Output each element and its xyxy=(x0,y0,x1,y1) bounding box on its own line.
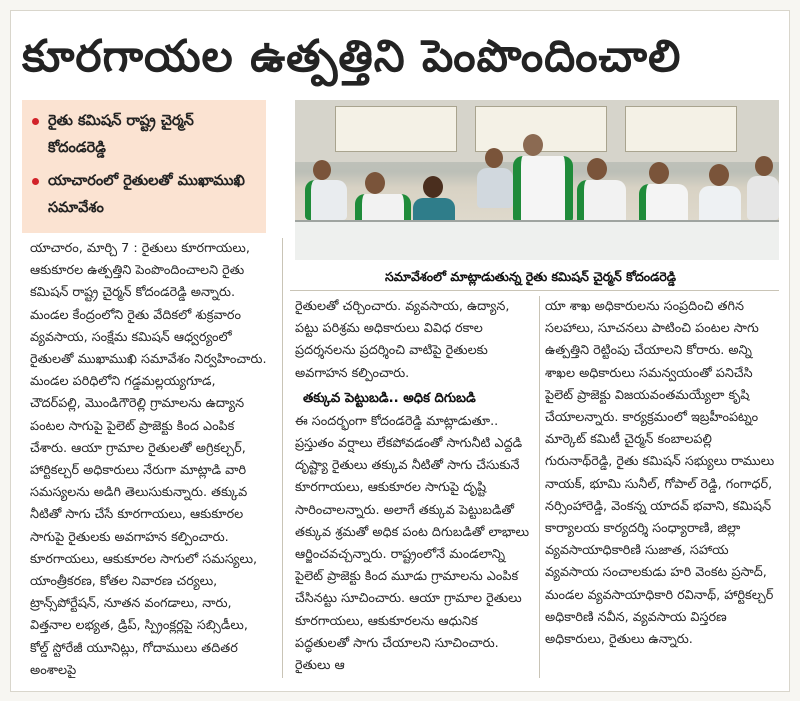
caption-divider xyxy=(290,290,779,291)
subhead-item xyxy=(32,168,256,222)
bullet-icon xyxy=(32,118,39,125)
subhead-item xyxy=(32,108,256,162)
subhead-box xyxy=(22,100,266,233)
subhead-text: రైతు కమిషన్ రాష్ట్ర చైర్మన్ కోదండరెడ్డి xyxy=(48,113,194,156)
news-photo xyxy=(295,100,779,260)
article-paragraph: ఈ సందర్భంగా కోదండరెడ్డి మాట్లాడుతూ.. ప్రస్తుతం వర్షాలు లేకపోవడంతో సాగునీటి ఎద్దడి దృష్ట్యా రైతులు తక్కువ నీటితో సాగు చేసుకునే కూరగాయలు, ఆకుకూరల సాగుపై దృష్టి సారించాలన్నారు. అలాగే తక్కువ పెట్టుబడితో తక్కువ శ్రమతో అధిక పంట దిగుబడితో లాభాలు ఆర్జించవచ్చన్నారు. రాష్ట్రంలోనే మండలాన్ని పైలెట్ ప్రాజెక్టు కింద మూడు గ్రామాలను ఎంపిక చేసినట్టు సూచించారు. ఆయా గ్రామాల రైతులు కూరగాయలు, ఆకుకూరలను ఆధునిక పద్ధతులతో సాగు చేయాలని సూచించారు. రైతులు ఆ xyxy=(295,413,530,674)
photo-caption: సమావేశంలో మాట్లాడుతున్న రైతు కమిషన్ చైర్మన్ కోదండరెడ్డి xyxy=(385,269,677,284)
article-column-1 xyxy=(30,238,270,678)
column-divider xyxy=(539,296,540,678)
article-paragraph: రైతులతో చర్చించారు. వ్యవసాయ, ఉద్యాన, పట్టు పరిశ్రమ అధికారులు వివిధ రకాల ప్రదర్శనలను ప్రదర్శించి వాటిపై రైతులకు అవగాహన కల్పించారు. xyxy=(295,299,510,381)
article-column-2 xyxy=(295,296,533,678)
article-paragraph: యాచారం, మార్చి 7 : రైతులు కూరగాయలు, ఆకుకూరల ఉత్పత్తిని పెంపొందించాలని రైతు కమిషన్ రాష్ట్ర చైర్మన్ కోదండరెడ్డి అన్నారు. మండల కేంద్రంలోని రైతు వేదికలో శుక్రవారం వ్యవసాయ, సంక్షేమ కమిషన్ ఆధ్వర్యంలో రైతులతో ముఖాముఖి సమావేశం నిర్వహించారు. మండల పరిధిలోని గడ్డమల్లయ్యగూడ, చౌదర్‌పల్లి, మొండిగౌరెల్లి గ్రామాలను ఉద్యాన పంటల సాగుపై పైలెట్ ప్రాజెక్టు కింద ఎంపిక చేశారు. ఆయా గ్రామాల రైతులతో అగ్రికల్చర్, హార్టికల్చర్ అధికారులు నేరుగా మాట్లాడి వారి సమస్యలను అడిగి తెలుసుకున్నారు. తక్కువ నీటితో సాగు చేసే కూరగాయలు, ఆకుకూరల సాగుపై రైతులకు అవగాహన కల్పించారు. కూరగాయలు, ఆకుకూరల సాగులో సమస్యలు, యాంత్రీకరణ, కోతల నివారణ చర్యలు, ట్రాన్స్‌పోర్టేషన్, నూతన వంగడాలు, నారు, విత్తనాల లభ్యత, డ్రిప్, స్ప్రింక్లర్లపై సబ్సిడీలు, కోల్డ్ స్టోరేజీ యూనిట్లు, గోదాములు తదితర అంశాలపై xyxy=(30,241,267,678)
photo-table xyxy=(295,220,779,260)
bullet-icon xyxy=(32,178,39,185)
article-paragraph: యా శాఖ అధికారులను సంప్రదించి తగిన సలహాలు, సూచనలు పాటించి పంటల సాగు ఉత్పత్తిని రెట్టింపు చేయాలని కోరారు. అన్ని శాఖల అధికారులు సమన్వయంతో పనిచేసి పైలెట్ ప్రాజెక్టు విజయవంతమయ్యేలా కృషి చేయాలన్నారు. కార్యక్రమంలో ఇబ్రహీంపట్నం మార్కెట్ కమిటీ చైర్మన్ కంబాలపల్లి గురునాథ్‌రెడ్డి, రైతు కమిషన్ సభ్యులు రాములు నాయక్, భూమి సునీల్, గోపాల్ రెడ్డి, గంగాధర్, నర్సింహారెడ్డి, వెంకన్న యాదవ్ భవాని, కమిషన్ కార్యాలయ కార్యదర్శి సంధ్యారాణి, జిల్లా వ్యవసాయాధికారిణి సుజాత, సహాయ వ్యవసాయ సంచాలకుడు హరి వెంకట ప్రసాద్, మండల వ్యవసాయాధికారి రవినాథ్, హార్టికల్చర్ అధికారిణి నవీన, వ్యవసాయ విస్తరణ అధికారులు, రైతులు ఉన్నారు. xyxy=(545,299,775,648)
subhead-text: యాచారంలో రైతులతో ముఖాముఖి సమావేశం xyxy=(48,173,245,216)
column-divider xyxy=(282,238,283,678)
section-subheading: తక్కువ పెట్టుబడి.. అధిక దిగుబడి xyxy=(303,390,476,406)
headline: కూరగాయల ఉత్పత్తిని పెంపొందించాలి xyxy=(22,31,682,82)
photo-banner xyxy=(625,106,737,152)
article-column-3 xyxy=(545,296,783,678)
photo-banner xyxy=(335,106,457,152)
